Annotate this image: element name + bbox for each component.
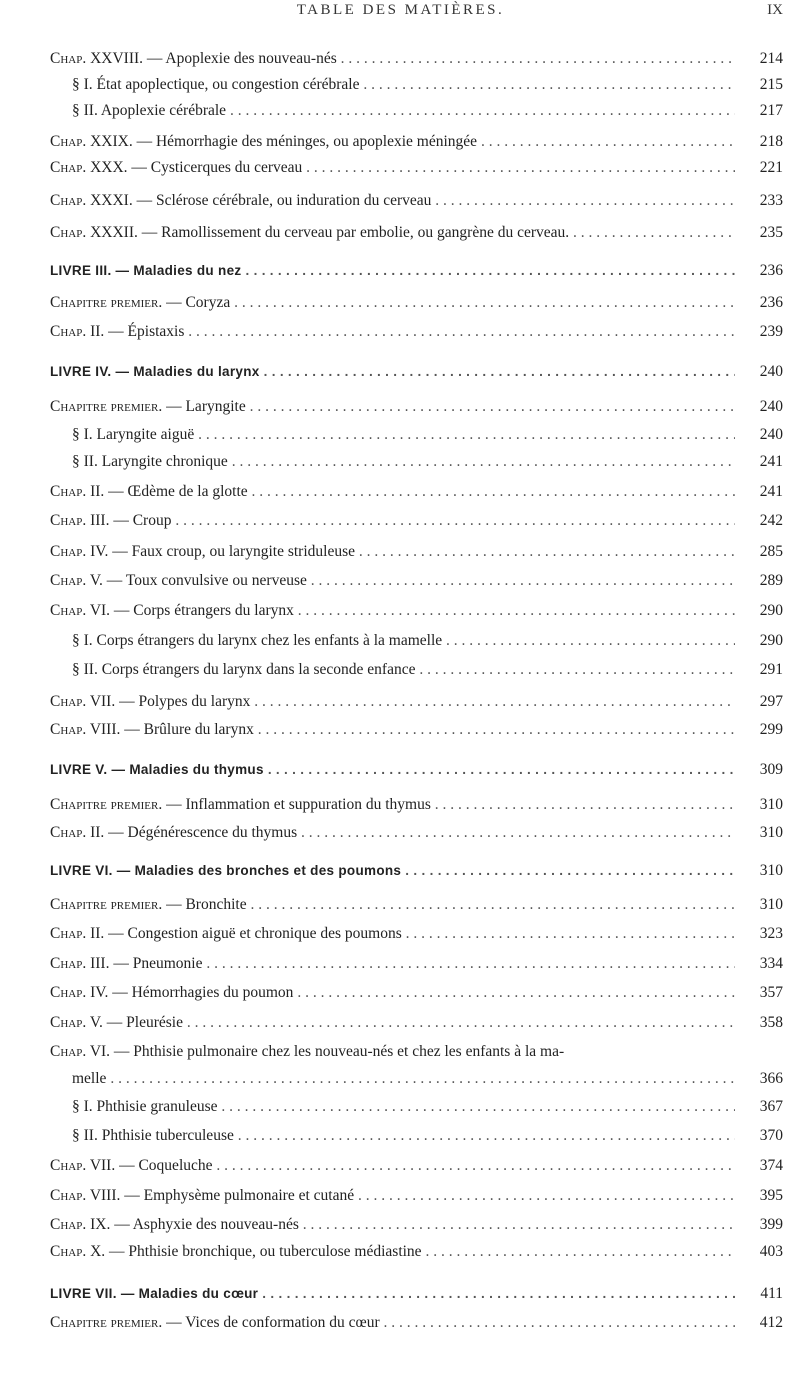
toc-entry-text: [0, 321, 735, 343]
toc-entry-text: [0, 1125, 735, 1147]
toc-entry-prefix: Chap.: [50, 483, 87, 500]
toc-entry-text: [0, 719, 735, 741]
toc-entry-title: § II. Corps étrangers du larynx dans la seconde enfance: [72, 661, 416, 678]
toc-page-number: 403: [739, 1241, 783, 1263]
toc-entry-title: VII. — Polypes du larynx: [89, 693, 251, 710]
toc-entry: [0, 894, 801, 916]
toc-entry-title: XXVIII. — Apoplexie des nouveau-nés: [90, 50, 337, 67]
toc-entry-title: VI. — Corps étrangers du larynx: [89, 602, 294, 619]
toc-entry-text: [0, 1283, 735, 1305]
toc-entry: [0, 630, 801, 652]
toc-page-number: 291: [739, 659, 783, 681]
toc-entry-prefix: Chap.: [50, 512, 87, 529]
toc-entry-title: LIVRE IV. — Maladies du larynx: [50, 364, 260, 379]
toc-page-number: 236: [739, 260, 783, 282]
toc-entry-text: [0, 131, 735, 153]
toc-page-number: 242: [739, 510, 783, 532]
toc-entry-title: III. — Croup: [90, 512, 172, 529]
toc-page-number: 370: [739, 1125, 783, 1147]
toc-entry-title: § II. Laryngite chronique: [72, 453, 228, 470]
toc-entry-text: [0, 1012, 735, 1034]
toc-page-number: 297: [739, 691, 783, 713]
toc-entry: [0, 1155, 801, 1177]
toc-entry-prefix: Chapitre premier.: [50, 1314, 163, 1331]
toc-entry-text: [0, 157, 735, 179]
toc-page-number: 241: [739, 481, 783, 503]
toc-entry-text: [0, 953, 735, 975]
toc-entry-prefix: Chap.: [50, 1157, 87, 1174]
toc-page-number: 367: [739, 1096, 783, 1118]
toc-page-number: 290: [739, 630, 783, 652]
toc-entry-text: [0, 260, 735, 282]
toc-entry-prefix: Chap.: [50, 984, 87, 1001]
toc-entry-prefix: Chap.: [50, 192, 87, 209]
toc-page-number: 235: [739, 222, 783, 244]
toc-entry: [0, 1041, 801, 1063]
toc-entry: [0, 659, 801, 681]
toc-livre-heading: [0, 361, 801, 383]
toc-entry-title: XXX. — Cysticerques du cerveau: [90, 159, 303, 176]
toc-entry: [0, 719, 801, 741]
toc-page-number: 366: [739, 1068, 783, 1090]
toc-entry-title: IV. — Faux croup, ou laryngite striduleuse: [90, 543, 355, 560]
toc-entry: [0, 982, 801, 1004]
toc-entry: [0, 292, 801, 314]
toc-entry-title: — Bronchite: [166, 896, 247, 913]
toc-entry: [0, 1185, 801, 1207]
toc-entry-title: § I. Laryngite aiguë: [72, 426, 195, 443]
toc-entry-title: melle: [72, 1070, 107, 1087]
toc-page-number: 217: [739, 100, 783, 122]
toc-entry: [0, 1125, 801, 1147]
toc-entry-title: § I. Phthisie granuleuse: [72, 1098, 218, 1115]
toc-entry-prefix: Chap.: [50, 1014, 87, 1031]
toc-entry-text: [0, 794, 735, 816]
running-title: TABLE DES MATIÈRES.: [296, 2, 505, 18]
toc-page-number: 412: [739, 1312, 783, 1334]
toc-page-number: 290: [739, 600, 783, 622]
toc-page-number: 310: [739, 894, 783, 916]
toc-entry: [0, 794, 801, 816]
toc-entry-title: — Vices de conformation du cœur: [166, 1314, 380, 1331]
toc-page-number: 215: [739, 74, 783, 96]
toc-entry-prefix: Chap.: [50, 159, 87, 176]
toc-entry-prefix: Chap.: [50, 1216, 87, 1233]
toc-page-number: 218: [739, 131, 783, 153]
toc-entry: [0, 222, 801, 244]
toc-entry-text: [0, 1041, 801, 1063]
toc-entry-text: [0, 1096, 735, 1118]
toc-entry: [0, 1312, 801, 1334]
toc-page-number: 214: [739, 48, 783, 70]
toc-entry-prefix: Chap.: [50, 721, 87, 738]
toc-page-number: 236: [739, 292, 783, 314]
toc-entry: [0, 570, 801, 592]
toc-entry-prefix: Chap.: [50, 133, 87, 150]
toc-entry-title: II. — Dégénérescence du thymus: [90, 824, 298, 841]
toc-entry-title: § I. État apoplectique, ou congestion cérébrale: [72, 76, 360, 93]
toc-entry-title: LIVRE VI. — Maladies des bronches et des poumons: [50, 863, 402, 878]
toc-entry-text: [0, 74, 735, 96]
toc-livre-heading: [0, 860, 801, 882]
toc-entry: [0, 822, 801, 844]
toc-entry-text: [0, 982, 735, 1004]
toc-entry-text: [0, 48, 735, 70]
toc-entry: [0, 600, 801, 622]
toc-entry-title: VIII. — Emphysème pulmonaire et cutané: [89, 1187, 355, 1204]
toc-livre-heading: [0, 759, 801, 781]
toc-entry-text: [0, 600, 735, 622]
toc-entry-title: LIVRE V. — Maladies du thymus: [50, 762, 264, 777]
toc-entry-prefix: Chap.: [50, 1043, 87, 1060]
toc-entry-title: IX. — Asphyxie des nouveau-nés: [90, 1216, 299, 1233]
toc-entry-text: [0, 570, 735, 592]
toc-entry-prefix: Chapitre premier.: [50, 896, 163, 913]
toc-page-number: 309: [739, 759, 783, 781]
toc-entry-text: [0, 1214, 735, 1236]
toc-entry-title: VIII. — Brûlure du larynx: [89, 721, 254, 738]
toc-page-number: 358: [739, 1012, 783, 1034]
toc-page-number: 310: [739, 860, 783, 882]
toc-entry-title: VII. — Coqueluche: [89, 1157, 213, 1174]
toc-entry: [0, 541, 801, 563]
toc-entry-title: — Coryza: [166, 294, 231, 311]
toc-entry: [0, 1068, 801, 1090]
toc-entry-text: [0, 190, 735, 212]
toc-entry-text: [0, 923, 735, 945]
toc-entry: [0, 481, 801, 503]
running-head: [0, 2, 801, 28]
toc-page-number: 241: [739, 451, 783, 473]
toc-entry-prefix: Chap.: [50, 572, 87, 589]
toc-livre-heading: [0, 1283, 801, 1305]
toc-entry-title: LIVRE III. — Maladies du nez: [50, 263, 242, 278]
toc-entry-title: — Inflammation et suppuration du thymus: [166, 796, 431, 813]
toc-entry-title: II. — Congestion aiguë et chronique des poumons: [90, 925, 402, 942]
toc-entry-text: [0, 630, 735, 652]
toc-page-number: 399: [739, 1214, 783, 1236]
toc-entry-title: VI. — Phthisie pulmonaire chez les nouveau-nés et chez les enfants à la ma-: [89, 1043, 565, 1060]
toc-entry-prefix: Chap.: [50, 323, 87, 340]
toc-entry: [0, 131, 801, 153]
toc-entry-title: § II. Apoplexie cérébrale: [72, 102, 227, 119]
toc-entry: [0, 424, 801, 446]
toc-entry-prefix: Chap.: [50, 824, 87, 841]
toc-entry-prefix: Chap.: [50, 1243, 87, 1260]
toc-entry-text: [0, 292, 735, 314]
toc-entry: [0, 1012, 801, 1034]
toc-page-number: 411: [739, 1283, 783, 1305]
toc-entry-prefix: Chap.: [50, 1187, 87, 1204]
toc-entry-text: [0, 822, 735, 844]
toc-entry-text: [0, 659, 735, 681]
toc-entry-text: [0, 759, 735, 781]
toc-entry: [0, 48, 801, 70]
toc-entry-prefix: Chap.: [50, 543, 87, 560]
toc-entry: [0, 953, 801, 975]
toc-page-number: 395: [739, 1185, 783, 1207]
toc-entry-title: II. — Œdème de la glotte: [90, 483, 248, 500]
toc-entry-prefix: Chap.: [50, 925, 87, 942]
toc-entry-text: [0, 1155, 735, 1177]
toc-entry: [0, 1241, 801, 1263]
toc-entry-text: [0, 691, 735, 713]
toc-entry-text: [0, 541, 735, 563]
toc-page-number: 334: [739, 953, 783, 975]
toc-page-number: 323: [739, 923, 783, 945]
toc-page-number: 310: [739, 794, 783, 816]
toc-entry-text: [0, 1068, 735, 1090]
toc-entry-text: [0, 100, 735, 122]
toc-entry-prefix: Chapitre premier.: [50, 398, 163, 415]
toc-entry-text: [0, 894, 735, 916]
toc-entry: [0, 190, 801, 212]
toc-livre-heading: [0, 260, 801, 282]
toc-page-number: 374: [739, 1155, 783, 1177]
toc-entry-title: XXXII. — Ramollissement du cerveau par embolie, ou gangrène du cerveau.: [90, 224, 570, 241]
toc-entry-text: [0, 510, 735, 532]
toc-entry-text: [0, 860, 735, 882]
toc-entry-prefix: Chap.: [50, 50, 87, 67]
toc-entry-text: [0, 1241, 735, 1263]
toc-page-number: 240: [739, 396, 783, 418]
page-number: IX: [767, 2, 783, 18]
toc-page-number: 240: [739, 424, 783, 446]
toc-entry-title: § II. Phthisie tuberculeuse: [72, 1127, 234, 1144]
toc-entry-title: — Laryngite: [166, 398, 246, 415]
toc-entry-prefix: Chapitre premier.: [50, 294, 163, 311]
toc-entry-title: III. — Pneumonie: [90, 955, 203, 972]
toc-entry-text: [0, 451, 735, 473]
toc-page-number: 289: [739, 570, 783, 592]
toc-entry-prefix: Chap.: [50, 224, 87, 241]
toc-entry-title: LIVRE VII. — Maladies du cœur: [50, 1286, 259, 1301]
toc-entry: [0, 74, 801, 96]
toc-entry-title: V. — Toux convulsive ou nerveuse: [89, 572, 307, 589]
toc-page-number: 285: [739, 541, 783, 563]
toc-entry: [0, 321, 801, 343]
toc-entry-prefix: Chap.: [50, 693, 87, 710]
toc-entry-text: [0, 1312, 735, 1334]
toc-entry-title: II. — Épistaxis: [90, 323, 185, 340]
toc-entry-title: § I. Corps étrangers du larynx chez les enfants à la mamelle: [72, 632, 443, 649]
toc-entry-prefix: Chap.: [50, 602, 87, 619]
toc-entry-text: [0, 396, 735, 418]
toc-entry-text: [0, 424, 735, 446]
toc-entry: [0, 100, 801, 122]
toc-entry: [0, 923, 801, 945]
toc-entry: [0, 157, 801, 179]
toc-entry: [0, 510, 801, 532]
toc-entry-text: [0, 1185, 735, 1207]
toc-entry-title: IV. — Hémorrhagies du poumon: [90, 984, 294, 1001]
toc-entry-text: [0, 222, 735, 244]
toc-entry: [0, 1214, 801, 1236]
toc-page-number: 239: [739, 321, 783, 343]
toc-entry: [0, 451, 801, 473]
toc-entry: [0, 691, 801, 713]
toc-entry-title: V. — Pleurésie: [89, 1014, 183, 1031]
toc-page-number: 221: [739, 157, 783, 179]
toc-entry-title: XXIX. — Hémorrhagie des méninges, ou apoplexie méningée: [90, 133, 478, 150]
toc-page-number: 299: [739, 719, 783, 741]
toc-entry-text: [0, 361, 735, 383]
toc-entry-text: [0, 481, 735, 503]
toc-entry: [0, 1096, 801, 1118]
toc-entry-prefix: Chapitre premier.: [50, 796, 163, 813]
toc-page-number: 357: [739, 982, 783, 1004]
toc-entry: [0, 396, 801, 418]
toc-entry-title: X. — Phthisie bronchique, ou tuberculose médiastine: [90, 1243, 422, 1260]
toc-page-number: 240: [739, 361, 783, 383]
toc-page-number: 233: [739, 190, 783, 212]
toc-page-number: 310: [739, 822, 783, 844]
toc-entry-title: XXXI. — Sclérose cérébrale, ou induration du cerveau: [90, 192, 432, 209]
toc-entry-prefix: Chap.: [50, 955, 87, 972]
